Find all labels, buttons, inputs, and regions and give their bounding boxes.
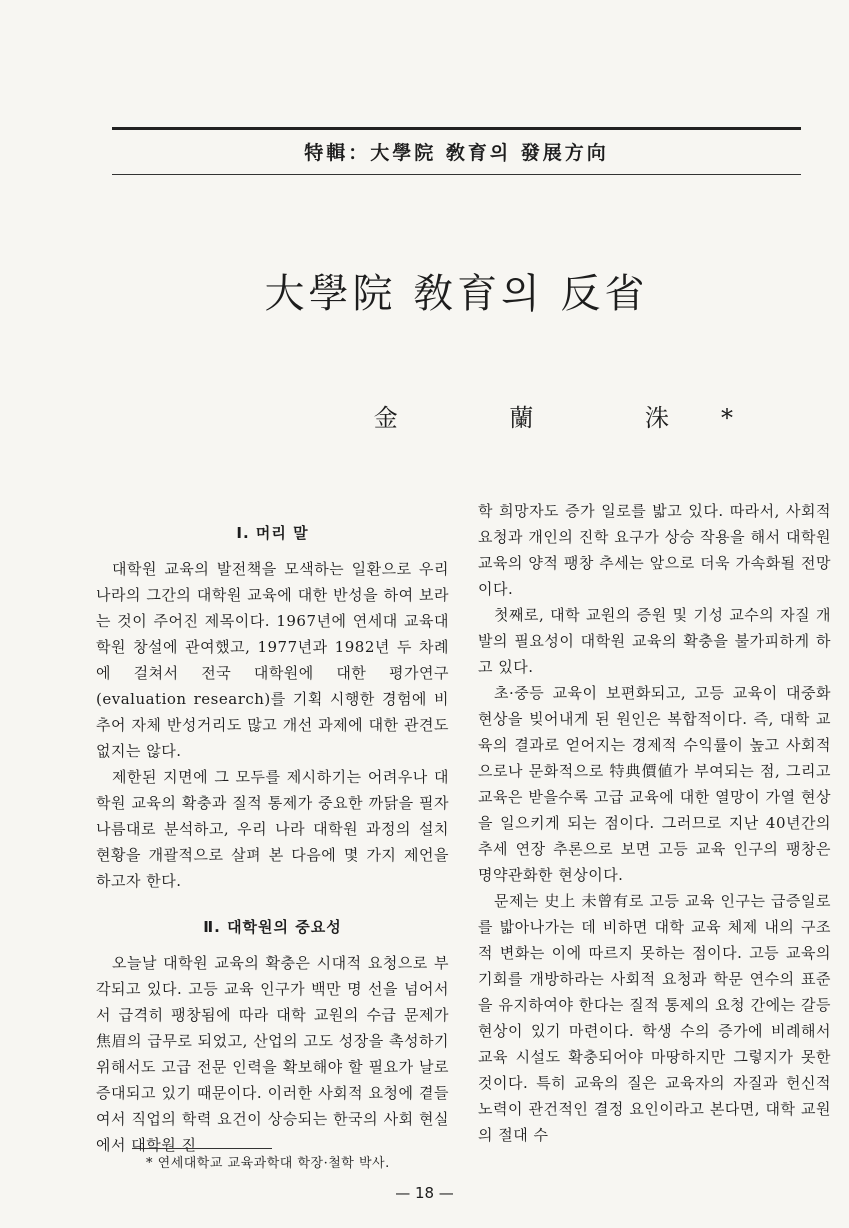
paragraph: 오늘날 대학원 교육의 확충은 시대적 요청으로 부각되고 있다. 고등 교육 인구가 백만 명 선을 넘어서서 급격히 팽창됨에 따라 대학 교원의 수급 문제가 焦眉의 급무로 되었고, 산업의 고도 성장을 촉성하기 위해서도 고급 전문 인력을 확보해야 할 필요가 날로 증대되고 있기 때문이다. 이러한 사회적 요청에 곁들여서 직업의 학력 요건이 상승되는 한국의 사회 현실에서 대학원 진 [96,954,449,1154]
section-heading-importance: Ⅱ. 대학원의 중요성 [203,918,342,936]
left-column [96,498,449,1158]
paragraph: 첫째로, 대학 교원의 증원 및 기성 교수의 자질 개발의 필요성이 대학원 교육의 확충을 불가피하게 하고 있다. [478,606,831,676]
footnote: * 연세대학교 교육과학대 학장·철학 박사. [146,1156,390,1171]
section-heading-intro: Ⅰ. 머리 말 [236,524,309,542]
article-title: 大學院 敎育의 反省 [264,271,649,317]
series-heading: 特輯：大學院 敎育의 發展方向 [304,142,609,164]
paragraph: 제한된 지면에 그 모두를 제시하기는 어려우나 대학원 교육의 확충과 질적 통제가 중요한 까닭을 필자 나름대로 분석하고, 우리 나라 대학원 과정의 설치 현황을 개괄적으로 살펴 본 다음에 몇 가지 제언을 하고자 한다. [96,768,449,890]
header-rule-bottom [112,174,801,175]
page-number: — 18 — [395,1184,454,1202]
paragraph: 대학원 교육의 발전책을 모색하는 일환으로 우리 나라의 그간의 대학원 교육에 대한 반성을 하여 보라는 것이 주어진 제목이다. 1967년에 연세대 교육대학원 창설에 관여했고, 1977년과 1982년 두 차례에 걸쳐서 전국 대학원에 대한 평가연구(evaluation research)를 기획 시행한 경험에 비추어 자체 반성거리도 많고 개선 과제에 대한 관견도 없지는 않다. [96,560,449,760]
paragraph: 초·중등 교육이 보편화되고, 고등 교육이 대중화 현상을 빚어내게 된 원인은 복합적이다. 즉, 대학 교육의 결과로 얻어지는 경제적 수익률이 높고 사회적으로나 문화적으로 特典價値가 부여되는 점, 그리고 교육은 받을수록 고급 교육에 대한 열망이 가열 현상을 일으키게 되는 점이다. 그러므로 지난 40년간의 추세 연장 추론으로 보면 고등 교육 인구의 팽창은 명약관화한 현상이다. [478,684,831,884]
paragraph: 학 희망자도 증가 일로를 밟고 있다. 따라서, 사회적 요청과 개인의 진학 요구가 상승 작용을 해서 대학원 교육의 양적 팽창 추세는 앞으로 더욱 가속화될 전망이다. [478,502,831,598]
right-column [478,498,831,1148]
footnote-rule [132,1148,272,1149]
header-rule-top [112,127,801,130]
paragraph: 문제는 史上 未曾有로 고등 교육 인구는 급증일로를 밟아나가는 데 비하면 대학 교육 체제 내의 구조적 변화는 이에 따르지 못하는 점이다. 고등 교육의 기회를 개방하라는 사회적 요청과 학문 연수의 표준을 유지하여야 한다는 질적 통제의 요청 간에는 갈등 현상이 있기 마련이다. 학생 수의 증가에 비례해서 교육 시설도 확충되어야 마땅하지만 그렇지가 못한 것이다. 특히 교육의 질은 교육자의 자질과 헌신적 노력이 관건적인 결정 요인이라고 본다면, 대학 교원의 절대 수 [478,892,831,1144]
article-author: 金 蘭 洙* [373,404,785,432]
